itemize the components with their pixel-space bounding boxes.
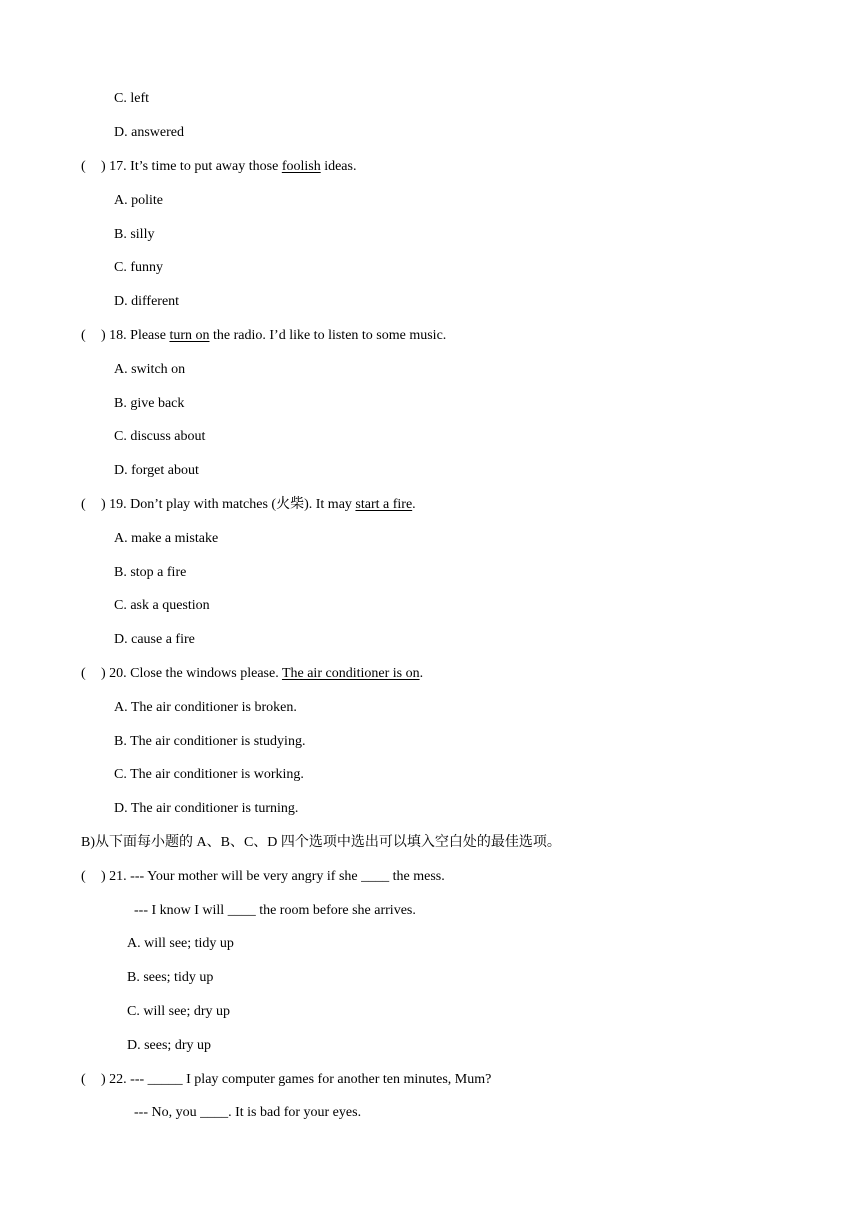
q17-option-a: A. polite xyxy=(114,193,163,208)
question-text: ) 22. --- _____ I play computer games for another ten minutes, Mum? xyxy=(101,1072,492,1087)
q20-option-a: A. The air conditioner is broken. xyxy=(114,700,297,715)
answer-paren: ( xyxy=(81,869,86,884)
q17-option-b: B. silly xyxy=(114,227,155,242)
question-19 xyxy=(81,495,416,515)
section-b-instruction: B)从下面每小题的 A、B、C、D 四个选项中选出可以填入空白处的最佳选项。 xyxy=(81,835,561,850)
q20-option-b: B. The air conditioner is studying. xyxy=(114,734,306,749)
q18-option-b: B. give back xyxy=(114,396,185,411)
q20-option-d: D. The air conditioner is turning. xyxy=(114,801,299,816)
q21-option-a: A. will see; tidy up xyxy=(127,936,234,951)
underlined-phrase: turn on xyxy=(169,328,210,343)
answer-paren: ( xyxy=(81,666,86,681)
q19-option-c: C. ask a question xyxy=(114,598,210,613)
question-22 xyxy=(81,1070,491,1090)
question-text-end: . xyxy=(412,497,416,512)
answer-paren: ( xyxy=(81,497,86,512)
question-20 xyxy=(81,664,423,684)
q19-option-b: B. stop a fire xyxy=(114,565,187,580)
q16-option-c: C. left xyxy=(114,91,149,106)
q19-option-a: A. make a mistake xyxy=(114,531,219,546)
q18-option-a: A. switch on xyxy=(114,362,186,377)
question-text-end: . xyxy=(419,666,424,681)
underlined-phrase: start a fire xyxy=(355,497,413,512)
underlined-phrase: foolish xyxy=(281,159,321,174)
question-text: ) 21. --- Your mother will be very angry if she ____ the mess. xyxy=(101,869,445,884)
question-text-end: ideas. xyxy=(320,159,357,174)
question-21-response: --- I know I will ____ the room before she arrives. xyxy=(134,903,416,918)
question-text: ) 20. Close the windows please. xyxy=(101,666,282,681)
answer-paren: ( xyxy=(81,159,86,174)
q20-option-c: C. The air conditioner is working. xyxy=(114,767,304,782)
q21-option-b: B. sees; tidy up xyxy=(127,970,214,985)
q21-option-c: C. will see; dry up xyxy=(127,1004,231,1019)
q18-option-c: C. discuss about xyxy=(114,429,206,444)
q18-option-d: D. forget about xyxy=(114,463,199,478)
question-text: ) 17. It’s time to put away those xyxy=(101,159,282,174)
answer-paren: ( xyxy=(81,1072,86,1087)
question-18 xyxy=(81,326,446,346)
question-text: ) 18. Please xyxy=(101,328,170,343)
question-21 xyxy=(81,867,445,887)
question-17 xyxy=(81,157,356,177)
question-text: ) 19. Don’t play with matches (火柴). It may xyxy=(101,497,356,512)
q17-option-c: C. funny xyxy=(114,260,163,275)
q17-option-d: D. different xyxy=(114,294,180,309)
question-22-response: --- No, you ____. It is bad for your eyes. xyxy=(134,1105,362,1120)
q21-option-d: D. sees; dry up xyxy=(127,1038,211,1053)
underlined-phrase: The air conditioner is on xyxy=(281,666,420,681)
q19-option-d: D. cause a fire xyxy=(114,632,195,647)
question-text-end: the radio. I’d like to listen to some music. xyxy=(209,328,447,343)
q16-option-d: D. answered xyxy=(114,125,184,140)
answer-paren: ( xyxy=(81,328,86,343)
